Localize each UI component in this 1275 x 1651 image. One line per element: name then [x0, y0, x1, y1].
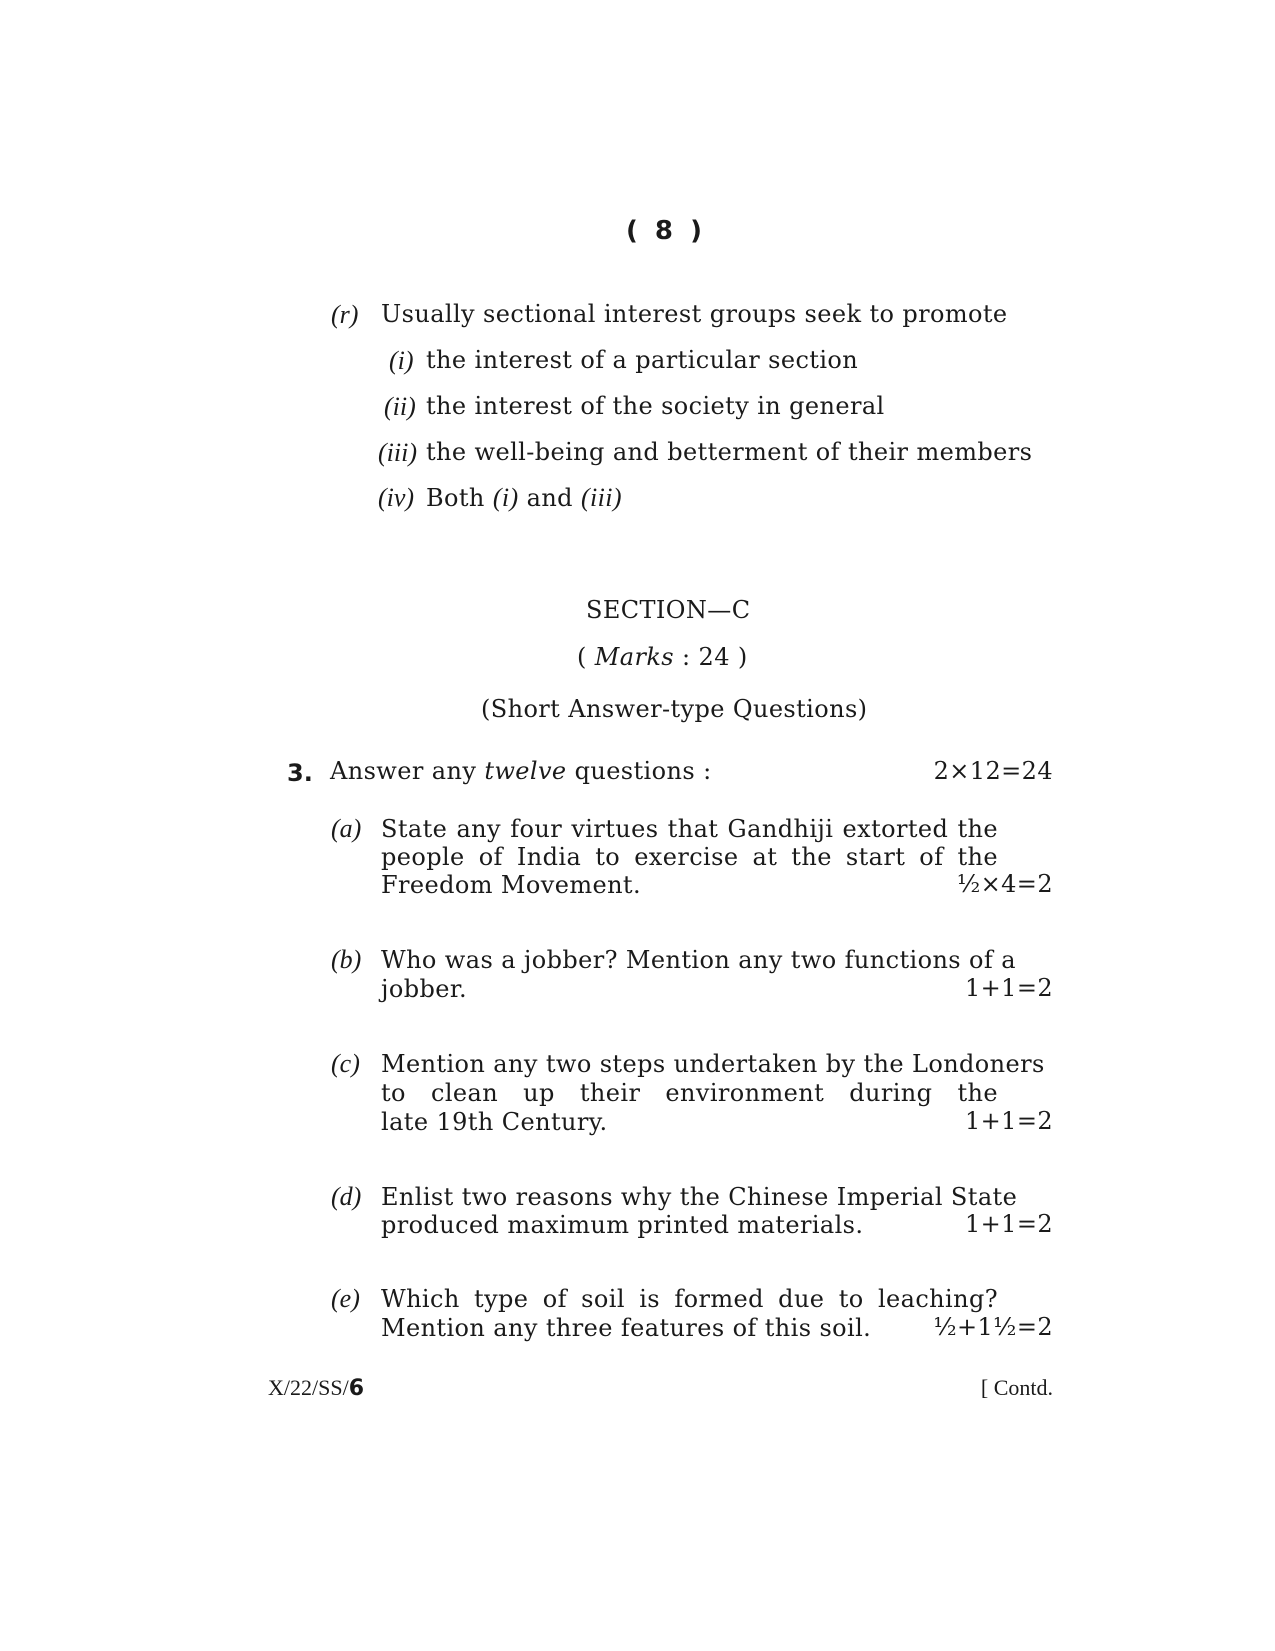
option-i-label: (i) — [389, 346, 414, 375]
paper-code-page: 6 — [348, 1376, 365, 1401]
part-e-label: (e) — [331, 1284, 360, 1313]
option-iv-ref-1: (i) — [492, 483, 519, 512]
part-c-label: (c) — [331, 1049, 360, 1078]
part-a-label: (a) — [331, 814, 362, 843]
option-iii-text: the well-being and betterment of their members — [426, 438, 1033, 466]
marks-label: Marks — [594, 643, 675, 671]
part-e-marks: ½+1½=2 — [933, 1313, 1053, 1341]
part-a-marks: ½×4=2 — [956, 870, 1053, 898]
part-c-marks: 1+1=2 — [964, 1107, 1053, 1135]
part-b-line-1: Who was a jobber? Mention any two functions of a — [381, 946, 1016, 974]
marks-open-paren: ( — [577, 643, 587, 671]
question-3-marks: 2×12=24 — [933, 757, 1053, 785]
paper-code — [268, 1375, 364, 1401]
part-d-text — [381, 1182, 1053, 1240]
part-a-line-1: State any four virtues that Gandhiji extorted the — [381, 815, 998, 843]
part-d-label: (d) — [331, 1182, 362, 1211]
question-3-instruction — [330, 757, 712, 785]
option-iv-and: and — [526, 484, 573, 512]
part-c-text — [381, 1049, 1053, 1137]
option-iv-text — [426, 483, 622, 513]
page-number: ( 8 ) — [626, 216, 706, 246]
part-c-line-3: late 19th Century. — [381, 1108, 608, 1136]
part-b-marks: 1+1=2 — [964, 974, 1053, 1002]
part-e-line-1: Which type of soil is formed due to leaching? — [381, 1285, 998, 1313]
instruction-emphasis: twelve — [484, 757, 567, 785]
question-3-number: 3. — [287, 759, 313, 787]
part-d-marks: 1+1=2 — [964, 1210, 1053, 1238]
part-e-line-2: Mention any three features of this soil. — [381, 1314, 872, 1342]
part-a-text — [381, 814, 1053, 900]
part-b-label: (b) — [331, 945, 362, 974]
continued-marker: [ Contd. — [980, 1375, 1053, 1400]
part-b-text — [381, 945, 1053, 1004]
part-e-text — [381, 1284, 1053, 1343]
question-r-stem: Usually sectional interest groups seek to promote — [381, 300, 1008, 328]
section-subtitle: (Short Answer-type Questions) — [481, 695, 868, 723]
part-d-line-2: produced maximum printed materials. — [381, 1211, 864, 1239]
option-iv-label: (iv) — [378, 483, 415, 512]
instruction-part-1: Answer any — [330, 757, 477, 785]
question-r-label: (r) — [331, 300, 359, 329]
option-ii-label: (ii) — [384, 392, 416, 421]
section-marks — [577, 643, 748, 671]
option-iv-both: Both — [426, 484, 485, 512]
option-i-text: the interest of a particular section — [426, 346, 859, 374]
part-c-line-1: Mention any two steps undertaken by the Londoners — [381, 1050, 1045, 1078]
option-iii-label: (iii) — [378, 438, 417, 467]
marks-value: : 24 ) — [682, 643, 748, 671]
instruction-part-2: questions : — [574, 757, 712, 785]
section-title: SECTION—C — [586, 596, 751, 624]
part-a-line-3: Freedom Movement. — [381, 871, 642, 899]
part-b-line-2: jobber. — [381, 975, 468, 1003]
option-ii-text: the interest of the society in general — [426, 392, 885, 420]
part-c-line-2: to clean up their environment during the — [381, 1079, 998, 1107]
part-a-line-2: people of India to exercise at the start of the — [381, 843, 998, 871]
part-d-line-1: Enlist two reasons why the Chinese Imperial State — [381, 1183, 1018, 1211]
paper-code-text: X/22/SS/ — [268, 1375, 349, 1400]
option-iv-ref-2: (iii) — [580, 483, 622, 512]
